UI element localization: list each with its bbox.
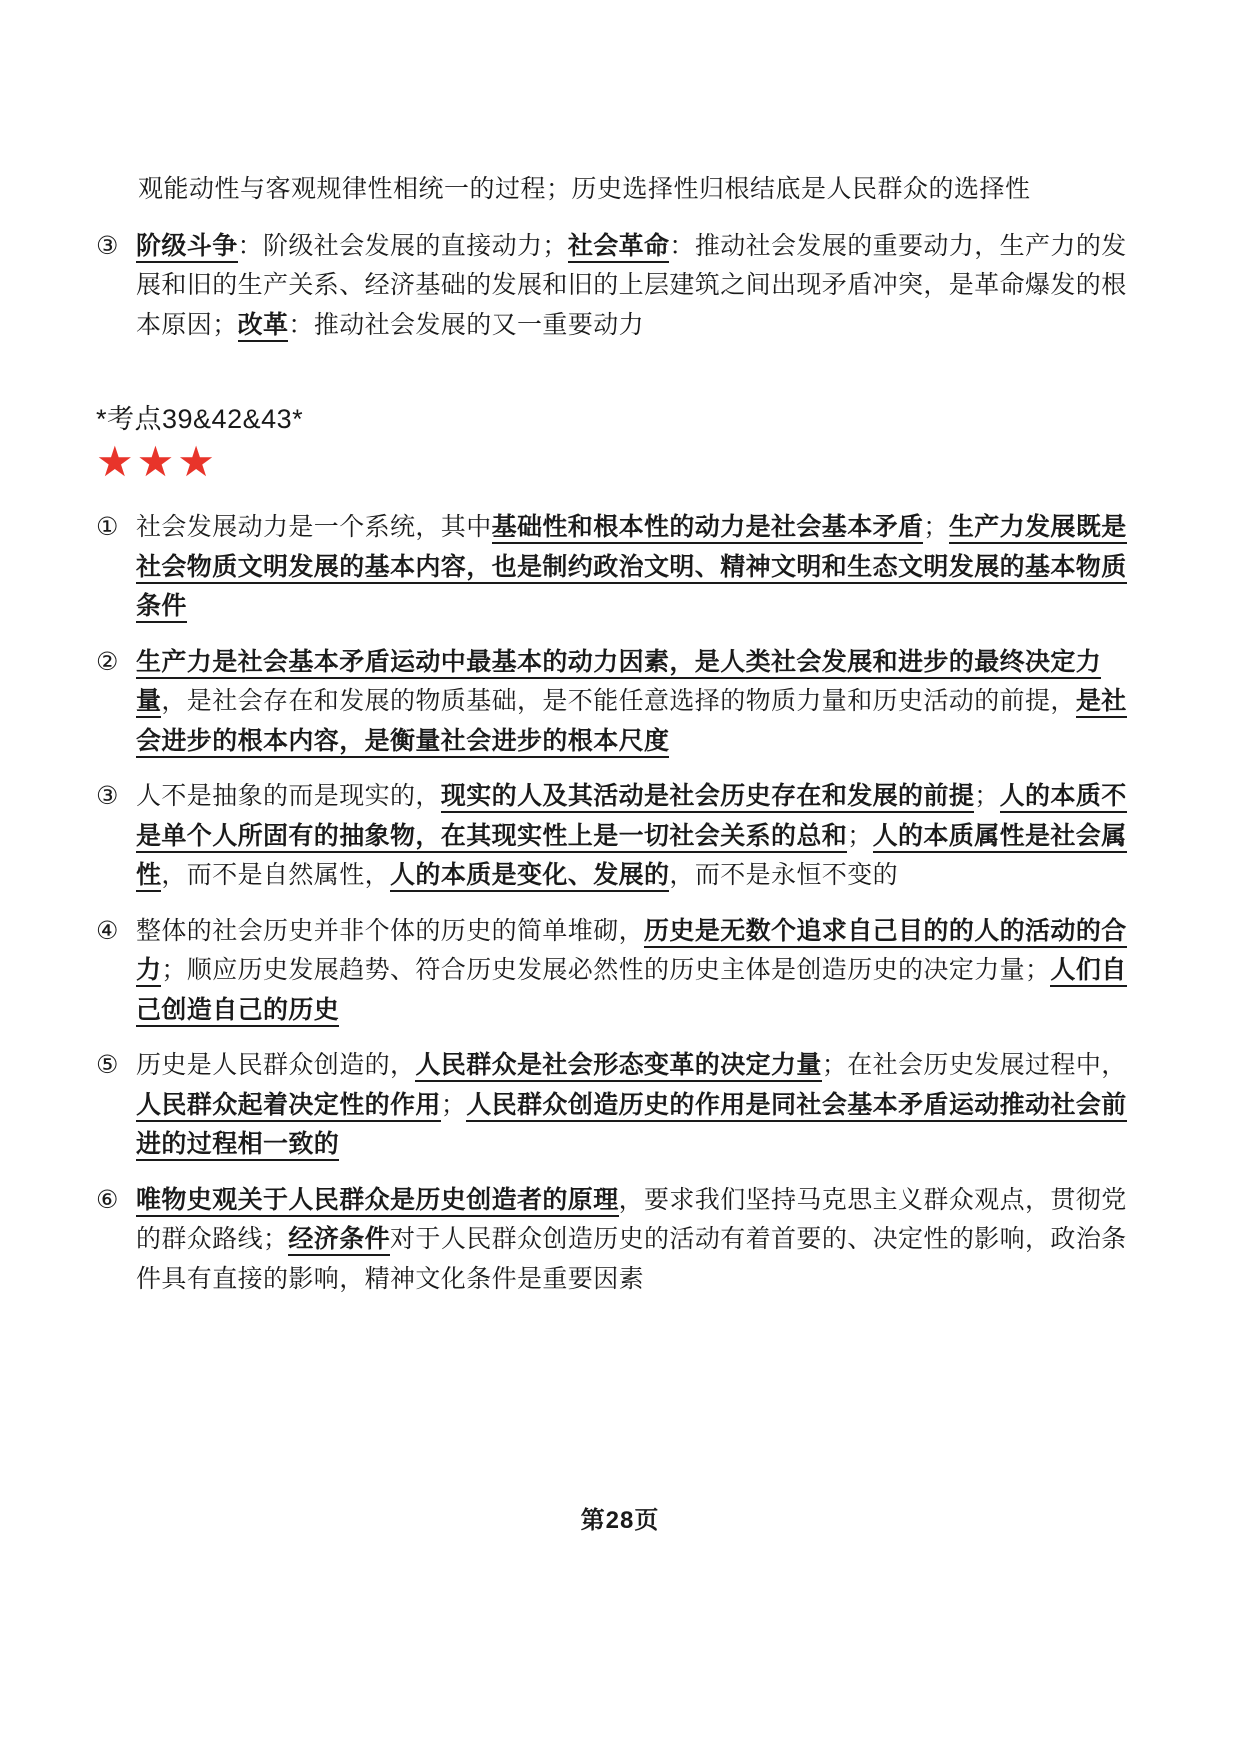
body-run: ；在社会历史发展过程中， xyxy=(821,1052,1127,1080)
emphasis-underlined: 社会革命 xyxy=(568,232,670,263)
emphasis-underlined: 基础性和根本性的动力是社会基本矛盾 xyxy=(492,513,924,544)
list-item-text xyxy=(136,227,1146,346)
list-item xyxy=(96,912,1146,1031)
emphasis-underlined: 经济条件 xyxy=(288,1225,390,1256)
list-marker: ⑤ xyxy=(96,1051,119,1080)
list-marker: ① xyxy=(96,513,119,542)
body-run: ，而不是自然属性， xyxy=(161,862,391,890)
numbered-list xyxy=(96,508,1146,1299)
emphasis-underlined: 人民群众起着决定性的作用 xyxy=(136,1091,441,1122)
list-item-text xyxy=(136,912,1146,1031)
list-item xyxy=(96,227,1146,346)
emphasis-underlined: 是社会进步的根本内容，是衡量社会进步的根本尺度 xyxy=(136,687,1127,758)
list-item xyxy=(96,777,1146,896)
emphasis-underlined: 人民群众创造历史的作用是同社会基本矛盾运动推动社会前进的过程相一致的 xyxy=(136,1091,1127,1162)
body-run: ，要求我们坚持马克思主义群众观点，贯彻党的群众路线； xyxy=(136,1186,1127,1254)
body-run: ；顺应历史发展趋势、符合历史发展必然性的历史主体是创造历史的决定力量； xyxy=(161,957,1051,985)
body-run: 社会发展动力是一个系统，其中 xyxy=(136,514,492,542)
continued-paragraph: 观能动性与客观规律性相统一的过程；历史选择性归根结底是人民群众的选择性 xyxy=(138,175,1031,203)
body-run: ； xyxy=(847,822,873,850)
emphasis-underlined: 人们自己创造自己的历史 xyxy=(136,956,1127,1027)
body-run: ：阶级社会发展的直接动力； xyxy=(237,232,568,260)
list-item-text xyxy=(136,508,1146,627)
difficulty-stars: ★★★ xyxy=(96,440,218,487)
list-item xyxy=(96,1181,1146,1300)
body-run: 人不是抽象的而是现实的， xyxy=(136,783,441,811)
body-run: ； xyxy=(923,514,949,542)
list-item-text xyxy=(136,1046,1146,1165)
emphasis-underlined: 人民群众是社会形态变革的决定力量 xyxy=(415,1051,821,1082)
page-number: 第28页 xyxy=(580,1507,660,1534)
body-run: 历史是人民群众创造的， xyxy=(136,1052,416,1080)
section-title: *考点39&42&43* xyxy=(96,404,304,435)
body-run: ； xyxy=(440,1091,467,1119)
list-marker: ④ xyxy=(96,916,119,945)
body-run: 整体的社会历史并非个体的历史的简单堆砌， xyxy=(136,917,645,945)
page-content xyxy=(96,170,1146,1315)
emphasis-underlined: 生产力发展既是社会物质文明发展的基本内容，也是制约政治文明、精神文明和生态文明发展的基本物质条件 xyxy=(136,513,1127,623)
body-run: ； xyxy=(974,783,1000,811)
emphasis-underlined: 改革 xyxy=(238,311,289,342)
emphasis-underlined: 人的本质不是单个人所固有的抽象物，在其现实性上是一切社会关系的总和 xyxy=(136,782,1127,853)
list-marker: ③ xyxy=(96,231,119,260)
emphasis-underlined: 阶级斗争 xyxy=(136,232,238,263)
emphasis-underlined: 人的本质是变化、发展的 xyxy=(390,861,669,892)
list-item-text xyxy=(136,777,1146,896)
section-heading xyxy=(96,397,1146,486)
emphasis-underlined: 历史是无数个追求自己目的的人的活动的合力 xyxy=(136,917,1127,988)
list-marker: ⑥ xyxy=(96,1185,119,1214)
emphasis-underlined: 生产力是社会基本矛盾运动中最基本的动力因素，是人类社会发展和进步的最终决定力量 xyxy=(136,648,1101,719)
list-item-text xyxy=(136,1181,1146,1300)
list-item xyxy=(96,643,1146,762)
body-run: 对于人民群众创造历史的活动有着首要的、决定性的影响，政治条件具有直接的影响，精神文化条件是重要因素 xyxy=(136,1226,1127,1293)
body-run: ：推动社会发展的又一重要动力 xyxy=(288,311,645,339)
list-item xyxy=(96,508,1146,627)
list-item-text xyxy=(136,643,1146,762)
body-run: ，而不是永恒不变的 xyxy=(669,862,899,890)
emphasis-underlined: 现实的人及其活动是社会历史存在和发展的前提 xyxy=(441,782,974,813)
body-run: ：推动社会发展的重要动力，生产力的发展和旧的生产关系、经济基础的发展和旧的上层建筑之间出现矛盾冲突，是革命爆发的根本原因； xyxy=(136,232,1127,339)
body-run: ，是社会存在和发展的物质基础，是不能任意选择的物质力量和历史活动的前提， xyxy=(161,688,1076,716)
list-item xyxy=(96,1046,1146,1165)
list-marker: ② xyxy=(96,647,119,676)
emphasis-underlined: 唯物史观关于人民群众是历史创造者的原理 xyxy=(136,1186,619,1217)
emphasis-underlined: 人的本质属性是社会属性 xyxy=(136,822,1127,893)
list-marker: ③ xyxy=(96,782,119,811)
